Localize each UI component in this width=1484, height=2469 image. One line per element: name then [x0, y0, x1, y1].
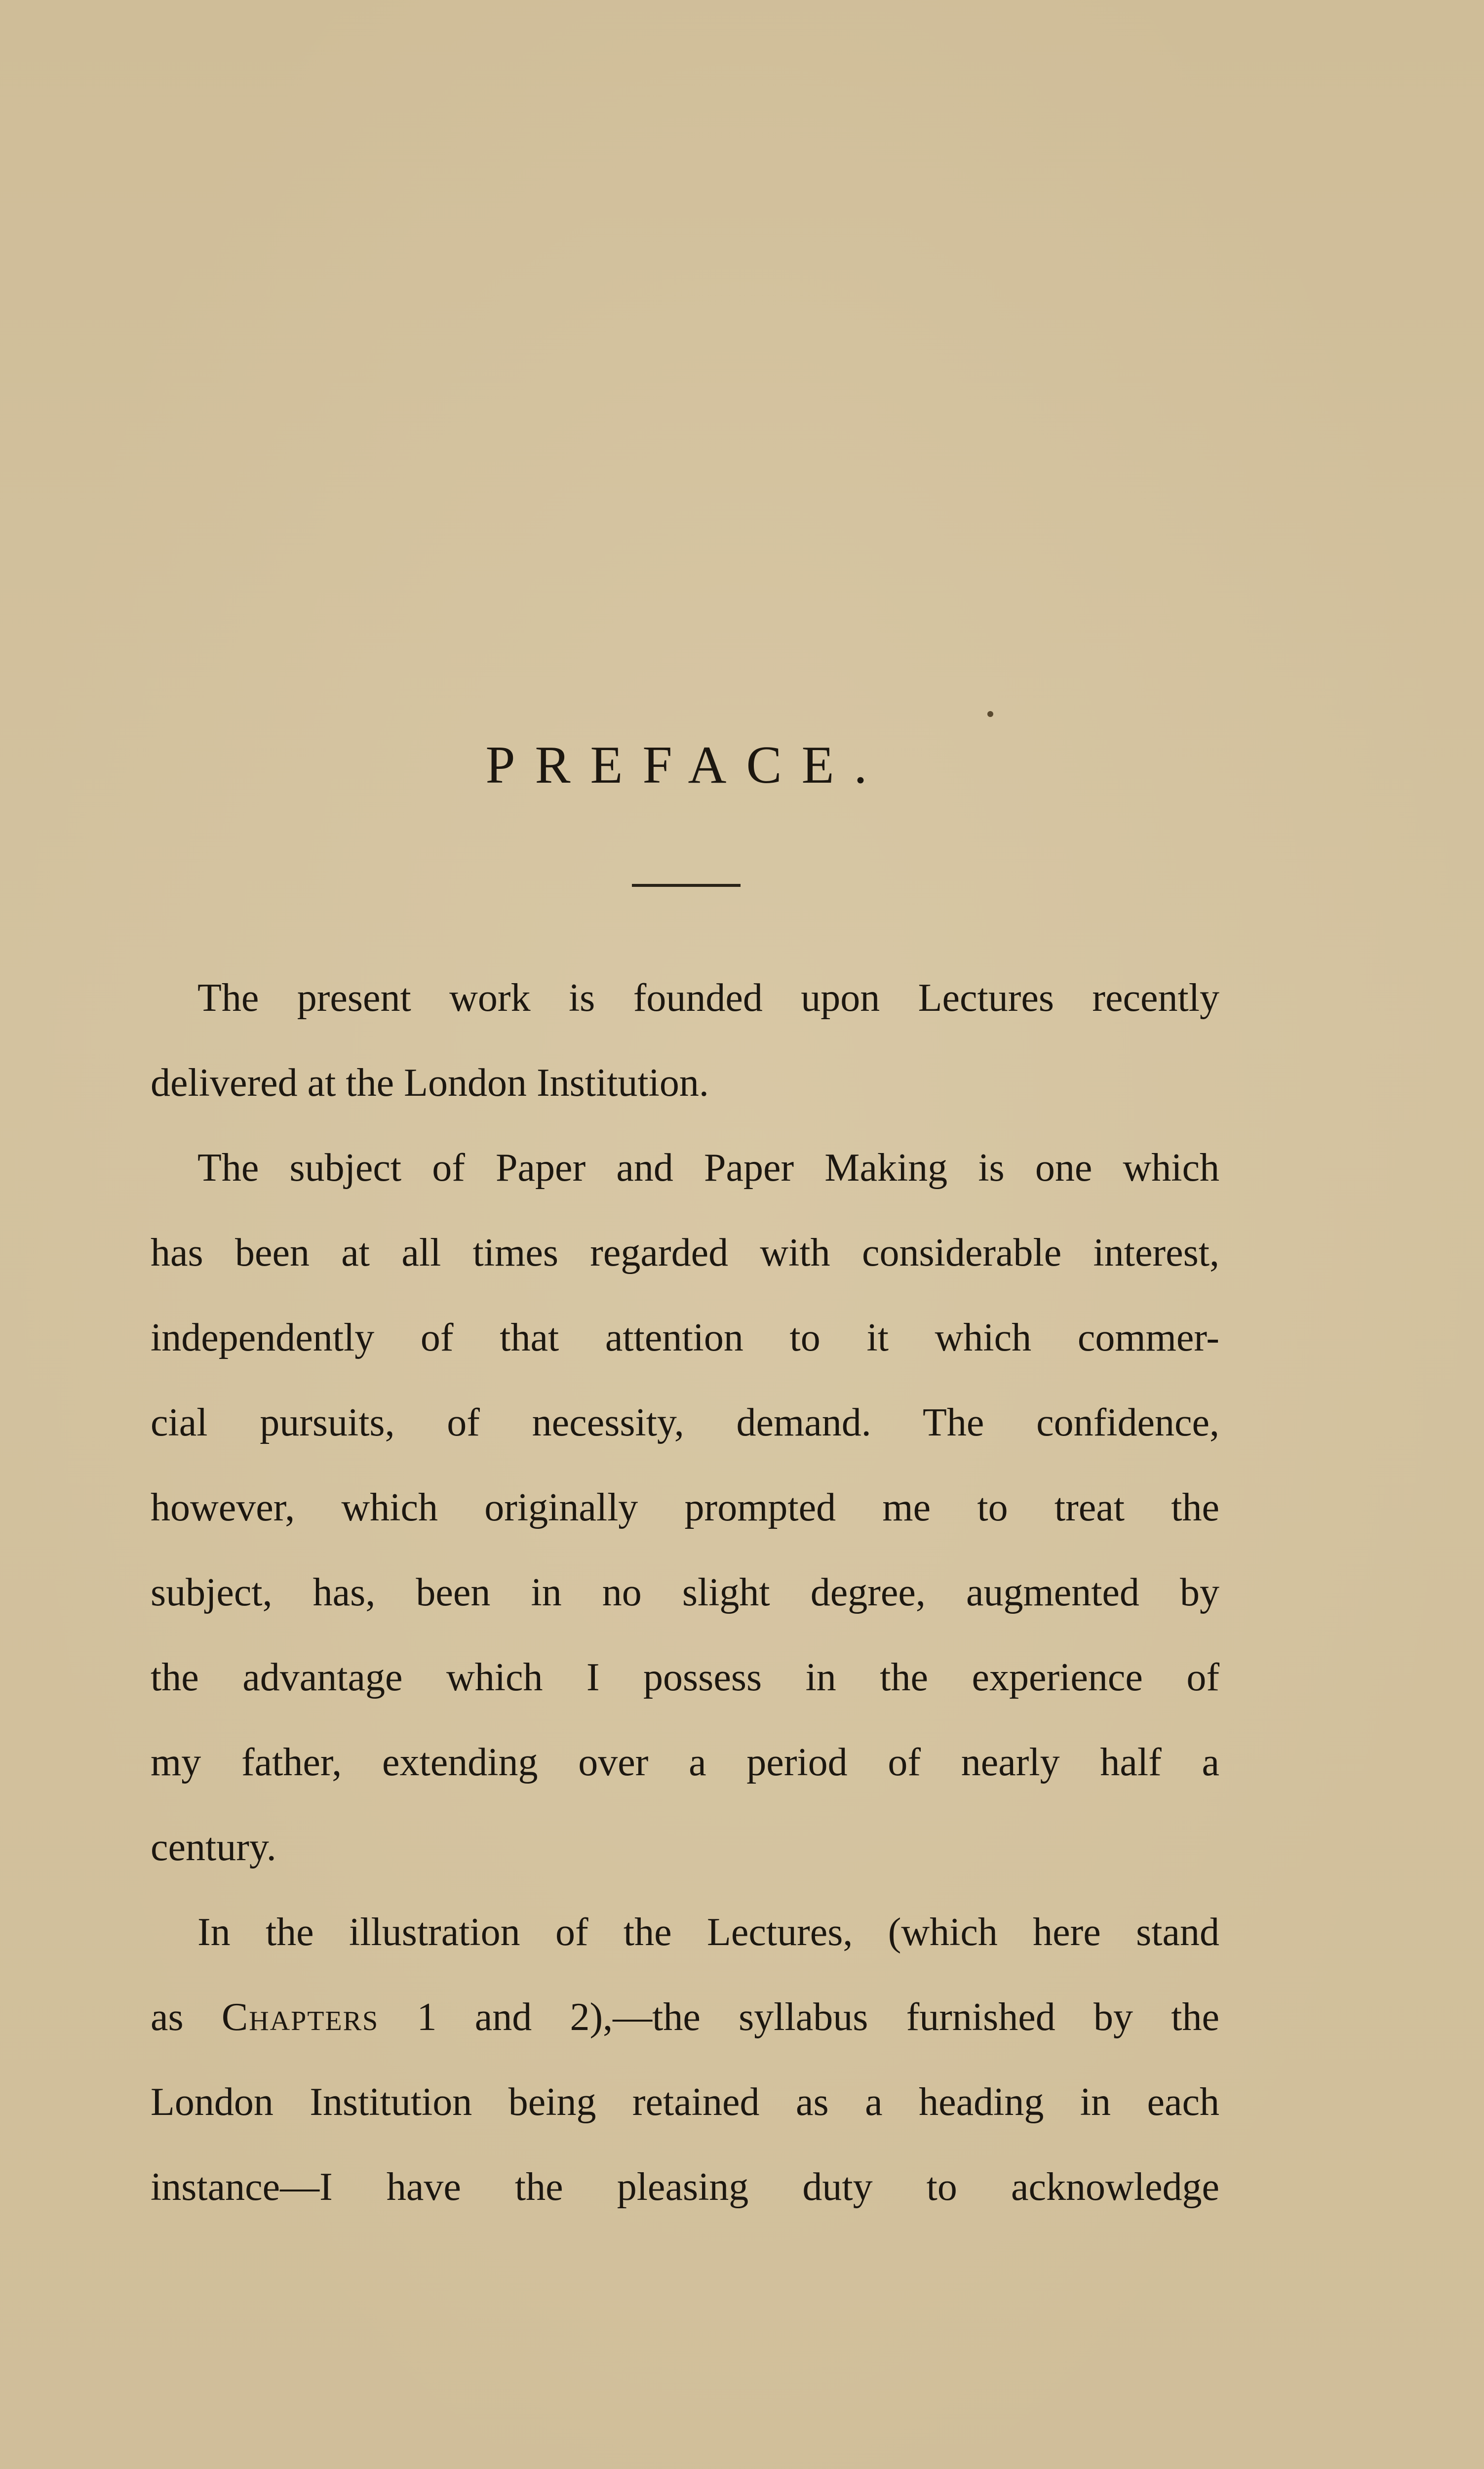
small-caps-word: Chapters [221, 1995, 379, 2039]
text-line: independently of that attention to it which commer- [151, 1316, 1219, 1359]
preface-body [151, 956, 1219, 2230]
text-line: instance—I have the pleasing duty to acknowledge [151, 2165, 1219, 2209]
text-line: has been at all times regarded with considerable interest, [151, 1231, 1219, 1274]
text-fragment: 1 and 2),—the syllabus furnished by the [379, 1995, 1219, 2039]
text-fragment: as [151, 1995, 222, 2039]
text-line: the advantage which I possess in the experience of [151, 1656, 1219, 1699]
text-line [151, 1975, 1219, 2060]
text-line: London Institution being retained as a heading in each [151, 2080, 1219, 2124]
text-line: cial pursuits, of necessity, demand. The confidence, [151, 1401, 1219, 1444]
text-line: however, which originally prompted me to treat the [151, 1486, 1219, 1529]
page-title: PREFACE. [485, 736, 887, 795]
text-line: my father, extending over a period of nearly half a [151, 1741, 1219, 1784]
text-line: subject, has, been in no slight degree, augmented by [151, 1571, 1219, 1614]
text-line: The present work is founded upon Lectures recently [197, 976, 1219, 1020]
text-line: century. [151, 1826, 276, 1869]
paper-speck [987, 711, 993, 717]
text-line: The subject of Paper and Paper Making is one which [197, 1146, 1219, 1190]
text-line: delivered at the London Institution. [151, 1061, 709, 1105]
title-rule [632, 884, 741, 887]
text-line: In the illustration of the Lectures, (which here stand [197, 1911, 1219, 1954]
